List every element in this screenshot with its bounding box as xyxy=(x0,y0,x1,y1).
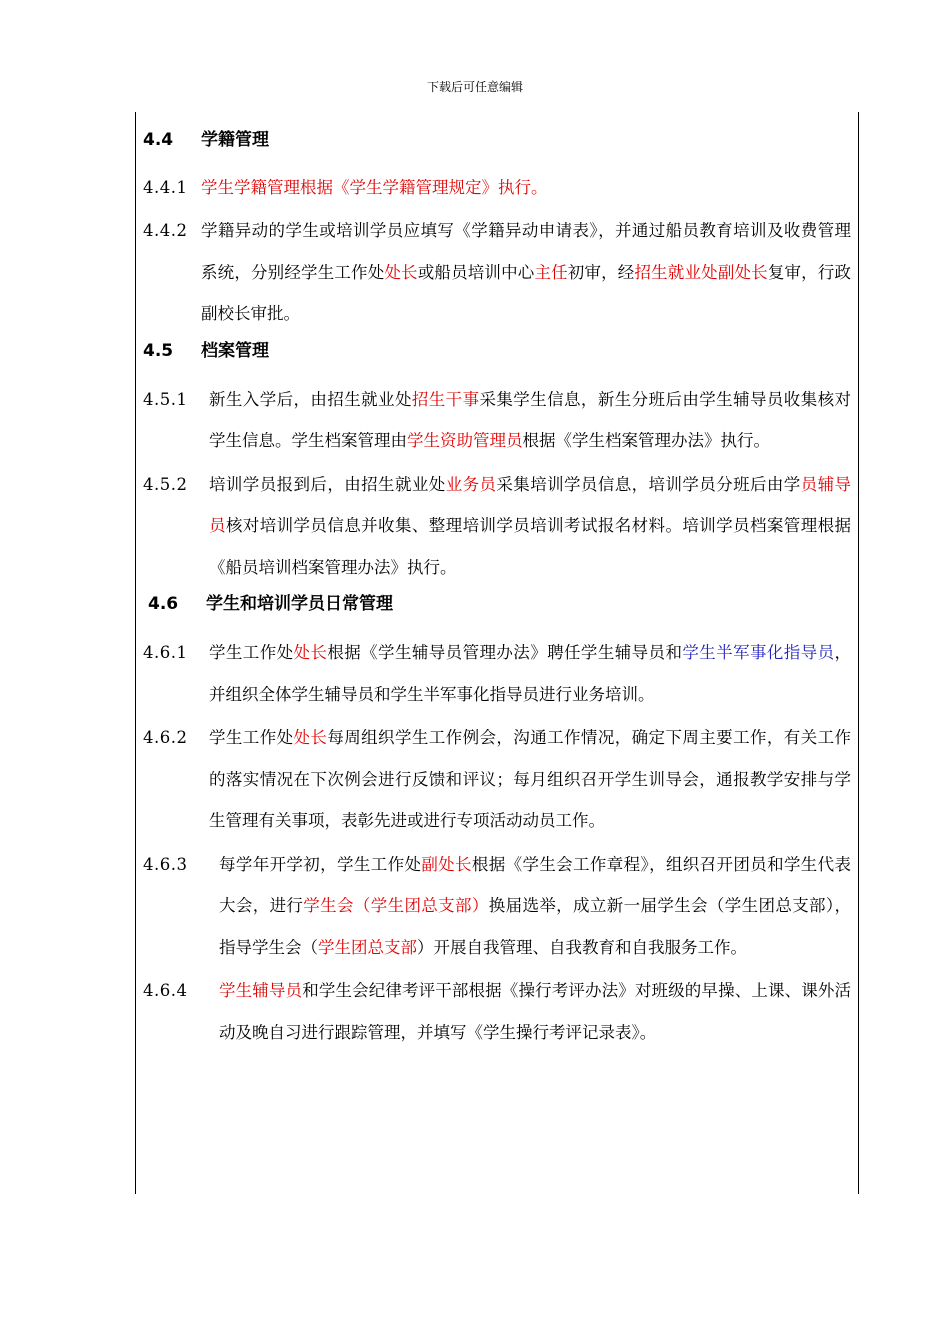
text-segment: 换届选举，成立新一届学生会（学生团总支部），指导学生会（ xyxy=(219,896,852,957)
text-segment-highlight: 学生辅导员 xyxy=(219,981,303,1000)
section-number: 4.5 xyxy=(143,340,174,361)
clause-number: 4.4.1 xyxy=(143,178,188,197)
text-segment-highlight: 学生学籍管理根据《学生学籍管理规定》执行。 xyxy=(201,178,548,197)
text-segment-highlight: 招生干事 xyxy=(411,389,480,409)
clause-text xyxy=(209,632,851,715)
text-segment: 新生入学后，由招生就业处 xyxy=(209,389,412,409)
text-segment: 每周组织学生工作例会，沟通工作情况，确定下周主要工作，有关工作的落实情况在下次例会进行反馈和评议；每月组织召开学生训导会，通报教学安排与学生管理有关事项，表彰先进或进行专项活动动员工作。 xyxy=(209,728,852,830)
clause-text xyxy=(201,210,851,335)
text-segment: 复审，行政副校长审批。 xyxy=(201,262,852,323)
clause-number: 4.6.1 xyxy=(143,643,188,662)
section-heading-4-5 xyxy=(143,337,851,379)
clause-text xyxy=(219,844,851,969)
text-segment: 每学年开学初，学生工作处 xyxy=(219,854,422,874)
document-body xyxy=(143,126,851,1053)
text-segment: 采集学生信息，新生分班后由学生辅导员收集核对学生信息。学生档案管理由 xyxy=(209,389,852,450)
text-segment: 根据《学生档案管理办法》执行。 xyxy=(522,431,770,450)
text-segment: 根据《学生会工作章程》，组织召开团员和学生代表大会，进行 xyxy=(219,854,852,915)
paragraph-4-6-4 xyxy=(143,970,851,1053)
text-segment: 核对培训学员信息并收集、整理培训学员培训考试报名材料。培训学员档案管理根据《船员培训档案管理办法》执行。 xyxy=(209,516,852,577)
text-segment: 初审，经 xyxy=(567,262,635,282)
clause-text xyxy=(209,717,851,842)
text-segment: ）开展自我管理、自我教育和自我服务工作。 xyxy=(417,937,747,957)
text-segment: ，并组织全体学生辅导员和学生半军事化指导员进行业务培训。 xyxy=(209,643,852,704)
text-segment: 根据《学生辅导员管理办法》聘任学生辅导员和 xyxy=(327,643,683,662)
section-title: 档案管理 xyxy=(201,340,269,361)
text-segment: 采集培训学员信息，培训学员分班后由学 xyxy=(496,474,801,494)
paragraph-4-6-2 xyxy=(143,717,851,842)
text-segment-highlight: 副处长 xyxy=(421,854,472,874)
text-segment-highlight: 处长 xyxy=(384,262,418,282)
clause-number: 4.6.3 xyxy=(143,854,188,874)
text-segment-highlight: 主任 xyxy=(534,262,568,282)
text-segment-highlight: 学生团总支部 xyxy=(318,937,417,957)
section-number: 4.4 xyxy=(143,130,174,150)
clause-text xyxy=(201,168,851,208)
text-segment-highlight: 处长 xyxy=(293,643,328,662)
clause-number: 4.4.2 xyxy=(143,221,188,240)
clause-number: 4.6.4 xyxy=(143,981,188,1000)
table-border-left xyxy=(135,112,136,1194)
text-segment-highlight: 业务员 xyxy=(445,474,497,494)
clause-number: 4.6.2 xyxy=(143,728,188,747)
paragraph-4-6-3 xyxy=(143,844,851,969)
table-border-right xyxy=(858,112,859,1194)
clause-number: 4.5.2 xyxy=(143,474,188,494)
text-segment: 和学生会纪律考评干部根据《操行考评办法》对班级的早操、上课、课外活动及晚自习进行跟踪管理，并填写《学生操行考评记录表》。 xyxy=(219,981,852,1042)
page-header-note: 下载后可任意编辑 xyxy=(426,80,523,94)
clause-number: 4.5.1 xyxy=(143,389,188,409)
clause-text xyxy=(219,970,851,1053)
paragraph-4-6-1 xyxy=(143,632,851,715)
text-segment: 培训学员报到后，由招生就业处 xyxy=(209,474,446,494)
text-segment-highlight: 处长 xyxy=(293,728,328,747)
section-title: 学籍管理 xyxy=(201,130,269,150)
text-segment: 学生工作处 xyxy=(209,643,294,662)
section-heading-4-6 xyxy=(143,590,851,632)
section-title: 学生和培训学员日常管理 xyxy=(206,594,393,614)
text-segment-highlight: 学生资助管理员 xyxy=(407,431,523,450)
text-segment-highlight: 员辅导员 xyxy=(209,474,852,535)
section-heading-4-4 xyxy=(143,126,851,168)
paragraph-4-5-2 xyxy=(143,464,851,589)
text-segment: 学生工作处 xyxy=(209,728,294,747)
paragraph-4-5-1 xyxy=(143,379,851,462)
clause-text xyxy=(209,379,851,462)
text-segment: 学籍异动的学生或培训学员应填写《学籍异动申请表》，并通过船员教育培训及收费管理系统，分别经学生工作处 xyxy=(201,221,851,282)
text-segment-highlight: 学生会（学生团总支部） xyxy=(303,896,489,915)
text-segment: 或船员培训中心 xyxy=(417,262,535,282)
text-segment-highlight: 招生就业处副处长 xyxy=(634,262,768,282)
paragraph-4-4-2 xyxy=(143,210,851,335)
section-number: 4.6 xyxy=(148,594,179,614)
paragraph-4-4-1 xyxy=(143,168,851,208)
text-segment-blue: 学生半军事化指导员 xyxy=(682,643,835,662)
clause-text xyxy=(209,464,851,589)
